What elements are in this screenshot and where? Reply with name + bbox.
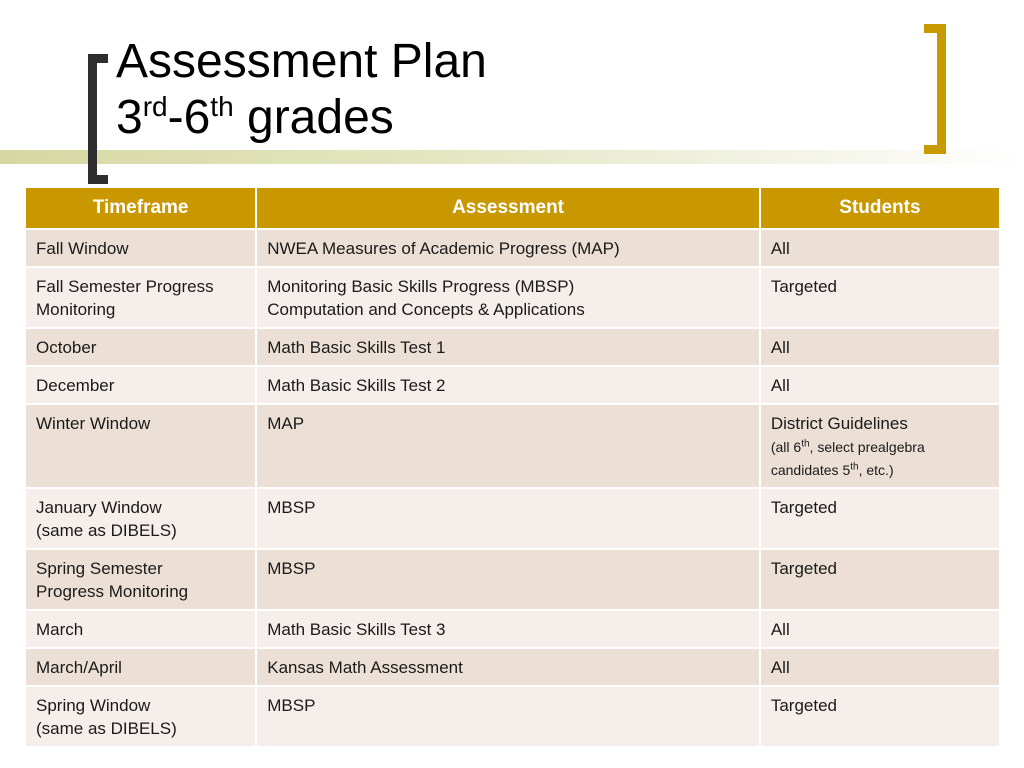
timeframe-cell xyxy=(26,611,257,649)
assessment-text: Monitoring Basic Skills Progress (MBSP) xyxy=(267,277,575,296)
students-text: District Guidelines xyxy=(770,414,908,433)
grade-dash: - xyxy=(167,91,184,144)
table-row xyxy=(26,329,999,367)
assessment-text: MBSP xyxy=(267,498,316,517)
title-accent-bar xyxy=(0,150,1024,164)
table-body xyxy=(26,230,999,748)
timeframe-text: March xyxy=(36,620,84,639)
assessment-text: Math Basic Skills Test 1 xyxy=(267,338,446,357)
assessment-text: Math Basic Skills Test 2 xyxy=(267,376,446,395)
timeframe-text: Fall Window xyxy=(36,239,129,258)
students-cell xyxy=(761,268,999,329)
students-text: Targeted xyxy=(770,559,838,578)
students-text: All xyxy=(770,376,790,395)
students-text: Targeted xyxy=(770,696,838,715)
note-part: , select prealgebra candidates 5 xyxy=(770,439,925,478)
students-cell xyxy=(761,687,999,748)
slide-title xyxy=(116,34,487,146)
timeframe-cell xyxy=(26,405,257,489)
table-row xyxy=(26,550,999,611)
assessment-cell xyxy=(257,329,761,367)
header-students: Students xyxy=(761,188,999,230)
students-cell xyxy=(761,405,999,489)
timeframe-text: March/April xyxy=(36,658,122,677)
assessment-text: MAP xyxy=(267,414,305,433)
students-text: Targeted xyxy=(770,277,838,296)
timeframe-cell xyxy=(26,367,257,405)
title-line-2 xyxy=(116,91,394,144)
timeframe-text: January Window xyxy=(36,498,162,517)
timeframe-cell xyxy=(26,230,257,268)
assessment-cell xyxy=(257,230,761,268)
grade-end: 6 xyxy=(183,91,211,144)
students-text: All xyxy=(770,239,790,258)
assessment-cell xyxy=(257,550,761,611)
right-bracket-decoration xyxy=(924,24,946,154)
table-row xyxy=(26,230,999,268)
timeframe-text: Spring Semester xyxy=(36,559,163,578)
table-row xyxy=(26,611,999,649)
students-cell xyxy=(761,367,999,405)
assessment-text: MBSP xyxy=(267,559,316,578)
timeframe-text: (same as DIBELS) xyxy=(36,719,177,738)
table-row xyxy=(26,687,999,748)
assessment-text: NWEA Measures of Academic Progress (MAP) xyxy=(267,239,620,258)
timeframe-text: Monitoring xyxy=(36,300,116,319)
assessment-cell xyxy=(257,367,761,405)
table-row xyxy=(26,489,999,550)
timeframe-text: Spring Window xyxy=(36,696,151,715)
left-bracket-decoration xyxy=(88,54,108,184)
students-cell xyxy=(761,329,999,367)
table-row xyxy=(26,268,999,329)
assessment-text: Math Basic Skills Test 3 xyxy=(267,620,446,639)
students-text: Targeted xyxy=(770,498,838,517)
timeframe-text: (same as DIBELS) xyxy=(36,521,177,540)
table-row xyxy=(26,405,999,489)
grade-start: 3 xyxy=(116,91,143,144)
timeframe-text: October xyxy=(36,338,97,357)
timeframe-text: Fall Semester Progress xyxy=(36,277,214,296)
assessment-cell xyxy=(257,611,761,649)
title-line-1: Assessment Plan xyxy=(116,35,487,88)
students-text: All xyxy=(770,338,790,357)
grades-word: grades xyxy=(247,91,394,144)
timeframe-text: Winter Window xyxy=(36,414,151,433)
timeframe-cell xyxy=(26,329,257,367)
assessment-table xyxy=(26,188,999,748)
timeframe-cell xyxy=(26,550,257,611)
students-text: All xyxy=(770,620,790,639)
assessment-text: MBSP xyxy=(267,696,316,715)
header-timeframe: Timeframe xyxy=(26,188,257,230)
note-part: th xyxy=(850,461,859,473)
timeframe-cell xyxy=(26,268,257,329)
timeframe-cell xyxy=(26,687,257,748)
timeframe-text: Progress Monitoring xyxy=(36,582,189,601)
grade-start-suffix: rd xyxy=(142,91,168,122)
students-note xyxy=(771,439,925,478)
assessment-cell xyxy=(257,687,761,748)
grade-end-suffix: th xyxy=(210,91,234,122)
assessment-text: Kansas Math Assessment xyxy=(267,658,463,677)
students-cell xyxy=(761,550,999,611)
assessment-cell xyxy=(257,489,761,550)
header-assessment: Assessment xyxy=(257,188,761,230)
students-cell xyxy=(761,649,999,687)
assessment-cell xyxy=(257,268,761,329)
note-part: , etc.) xyxy=(858,462,894,478)
assessment-text: Computation and Concepts & Applications xyxy=(267,300,585,319)
assessment-cell xyxy=(257,649,761,687)
students-cell xyxy=(761,230,999,268)
timeframe-cell xyxy=(26,649,257,687)
assessment-cell xyxy=(257,405,761,489)
note-part: th xyxy=(801,438,810,450)
note-part: (all 6 xyxy=(770,439,802,455)
students-text: All xyxy=(770,658,790,677)
timeframe-text: December xyxy=(36,376,115,395)
table-row xyxy=(26,367,999,405)
table-row xyxy=(26,649,999,687)
timeframe-cell xyxy=(26,489,257,550)
students-cell xyxy=(761,611,999,649)
table-header-row xyxy=(26,188,999,230)
students-cell xyxy=(761,489,999,550)
